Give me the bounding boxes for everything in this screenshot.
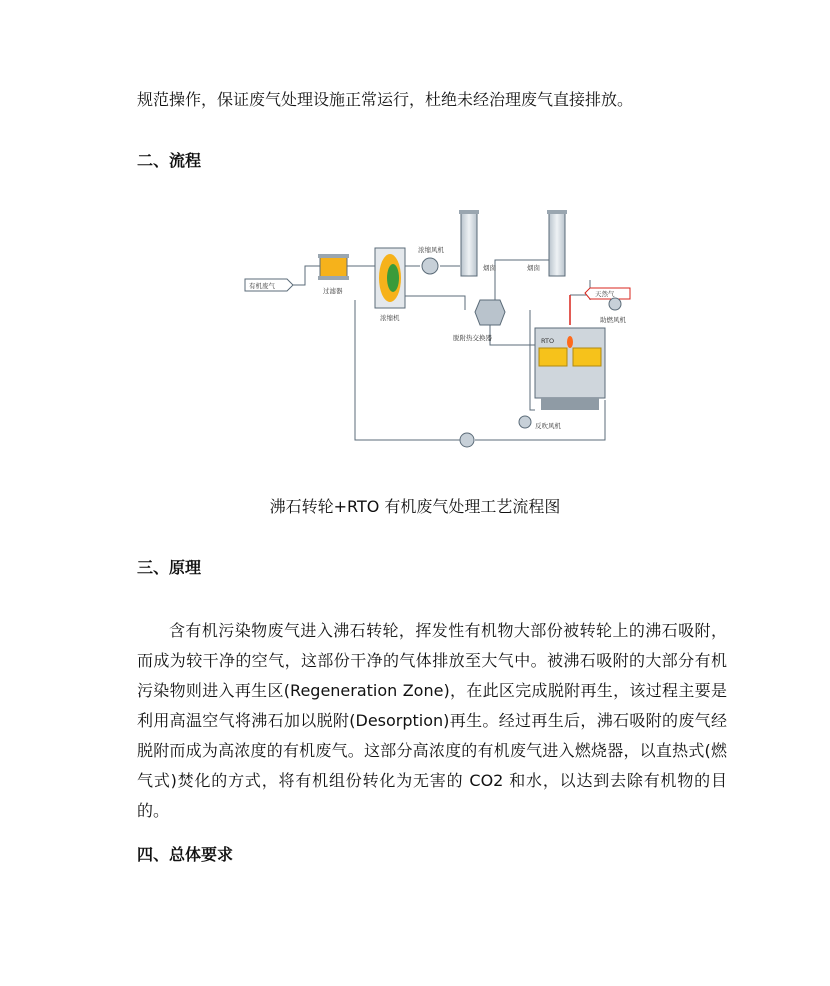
natural-gas-label: 天然气: [595, 290, 615, 298]
inlet-label: 有机废气: [249, 282, 275, 290]
section-heading-principle: 三、原理: [137, 558, 202, 577]
rto-label: RTO: [541, 337, 555, 345]
concentrator-fan: [418, 245, 445, 274]
process-flow-diagram: [235, 200, 635, 460]
principle-paragraph: 含有机污染物废气进入沸石转轮，挥发性有机物大部份被转轮上的沸石吸附，而成为较干净的空气，这部份干净的气体排放至大气中。被沸石吸附的大部分有机污染物则进入再生区(Regeneration Zone)，在此区完成脱附再生，该过程主要是利用高温空气将沸石加以脱附(Desorption)再生。经过再生后，沸石吸附的废气经脱附而成为高浓度的有机废气。这部分高浓度的有机废气进入燃烧器，以直热式(燃气式)焚化的方式，将有机组份转化为无害的 CO2 和水，以达到去除有机物的目的。: [137, 621, 727, 820]
diagram-caption: 沸石转轮+RTO 有机废气处理工艺流程图: [269, 497, 561, 516]
section-heading-requirements: 四、总体要求: [137, 845, 234, 864]
concentrator-unit: [375, 248, 405, 322]
rto-unit: [535, 328, 605, 410]
stack-1-label: 烟囱: [483, 264, 496, 272]
stack-2-label: 烟囱: [527, 264, 540, 272]
combustion-fan: [600, 298, 627, 324]
stack-1: [459, 210, 496, 276]
concentrator-fan-label: 浓缩风机: [418, 246, 444, 254]
backflush-fan: [519, 416, 562, 430]
heat-exchanger-label: 脱附热交换器: [453, 334, 492, 342]
backflush-fan-label: 反吹风机: [535, 422, 561, 430]
combustion-fan-label: 助燃风机: [600, 316, 626, 324]
section-heading-process: 二、流程: [137, 151, 202, 170]
heat-exchanger: [453, 300, 505, 342]
concentrator-label: 浓缩机: [380, 314, 400, 322]
filter-unit: [318, 254, 349, 295]
inlet-arrow: [245, 279, 293, 291]
stack-2: [527, 210, 567, 276]
filter-label: 过滤器: [323, 287, 343, 295]
return-fan: [460, 433, 474, 447]
intro-paragraph: 规范操作，保证废气处理设施正常运行，杜绝未经治理废气直接排放。: [137, 90, 634, 109]
